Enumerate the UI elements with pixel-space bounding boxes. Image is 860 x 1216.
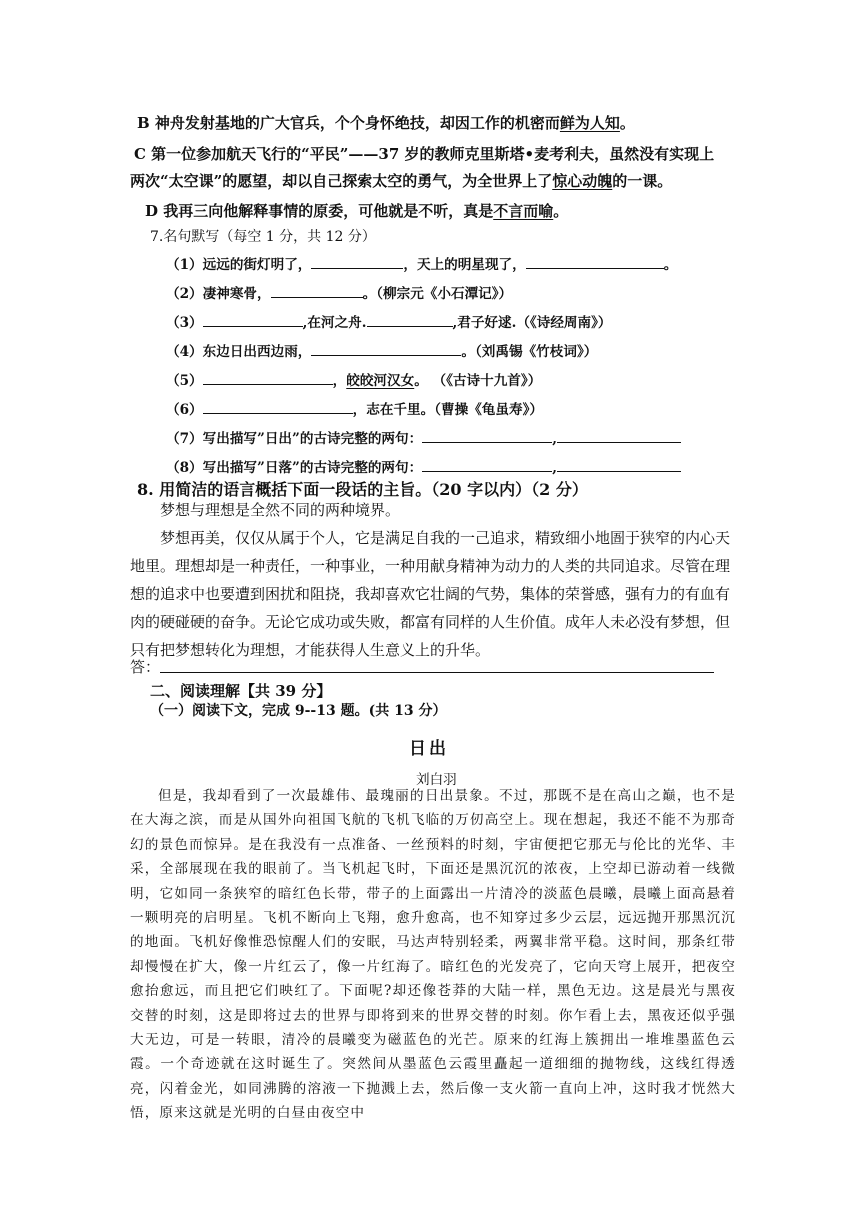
q7-3-text-b: ,在河之舟. xyxy=(302,315,367,331)
option-c-idiom: 惊心动魄 xyxy=(552,172,613,190)
section-2-subtitle: （一）阅读下文，完成 9--13 题。(共 13 分） xyxy=(150,703,447,719)
answer-blank[interactable] xyxy=(203,399,353,414)
q7-7-text-b: , xyxy=(552,431,557,447)
q7-item-2 xyxy=(166,282,512,302)
q7-5-text-b: ， xyxy=(332,373,347,389)
option-c-line2 xyxy=(130,170,672,191)
q7-3-text-c: ,君子好逑.（《诗经周南》） xyxy=(452,315,612,331)
q7-5-underlined: 皎皎河汉女 xyxy=(346,373,415,389)
option-d-idiom: 不言而喻 xyxy=(493,202,554,220)
q7-8-text-a: （8）写出描写”日落”的古诗完整的两句： xyxy=(166,460,423,476)
q7-4-text-b: 。（刘禹锡《竹枝词》） xyxy=(461,344,598,360)
option-d-end: 。 xyxy=(553,202,569,220)
q7-6-text-b: ，志在千里。（曹操《龟虽寿》） xyxy=(352,402,543,418)
option-d xyxy=(145,200,568,221)
q7-2-text-b: 。（柳宗元《小石潭记》） xyxy=(362,286,513,302)
option-c-end: 的一课。 xyxy=(612,172,673,190)
answer-blank[interactable] xyxy=(526,254,664,269)
q7-5-text-a: （5） xyxy=(166,373,203,389)
option-b-end: 。 xyxy=(619,114,635,132)
answer-blank[interactable] xyxy=(271,283,363,298)
option-b-idiom: 鲜为人知 xyxy=(559,114,620,132)
q7-5-text-c: 。 （《古诗十九首》） xyxy=(414,373,542,389)
q7-6-text-a: （6） xyxy=(166,402,203,418)
answer-blank[interactable] xyxy=(203,370,333,385)
answer-blank[interactable] xyxy=(311,341,461,356)
q7-8-text-b: , xyxy=(552,460,557,476)
answer-blank[interactable] xyxy=(557,428,681,443)
answer-blank[interactable] xyxy=(203,312,303,327)
q7-item-7 xyxy=(166,427,681,447)
option-b xyxy=(137,112,635,133)
q7-item-4 xyxy=(166,340,597,360)
option-d-text: D 我再三向他解释事情的原委，可他就是不听，真是 xyxy=(145,202,494,220)
q8-paragraph-2: 梦想再美，仅仅从属于个人，它是满足自我的一己追求，精致细小地圄于狭窄的内心天地里。理想却是一种责任，一种事业，一种用献身精神为动力的人类的共同追求。尽管在理想的追求中也要遭到困扰和阻挠，我却喜欢它壮阔的气势，集体的荣誉感，强有力的有血有肉的硬碰硬的奋争。无论它成功或失败，都富有同样的人生价值。成年人未必没有梦想，但只有把梦想转化为理想，才能获得人生意义上的升华。 xyxy=(130,529,731,659)
q8-title: 8. 用简洁的语言概括下面一段话的主旨。（20 字以内）（2 分） xyxy=(137,480,588,499)
q7-item-8 xyxy=(166,456,681,476)
option-c-line1: C 第一位参加航天飞行的“平民”——37 岁的教师克里斯塔•麦考利夫，虽然没有实现上 xyxy=(134,145,715,163)
essay-title: 日出 xyxy=(409,739,449,759)
q7-3-text-a: （3） xyxy=(166,315,203,331)
section-2-title: 二、阅读理解【共 39 分】 xyxy=(150,682,332,700)
essay-author: 刘白羽 xyxy=(416,772,457,788)
q7-item-3 xyxy=(166,311,612,331)
q7-1-text-c: 。 xyxy=(663,257,678,273)
option-b-text: B 神舟发射基地的广大官兵，个个身怀绝技，却因工作的机密而 xyxy=(137,114,560,132)
q7-2-text-a: （2）凄神寒骨， xyxy=(166,286,271,302)
q8-paragraph-1: 梦想与理想是全然不同的两种境界。 xyxy=(160,501,401,519)
q7-7-text-a: （7）写出描写”日出”的古诗完整的两句： xyxy=(166,431,423,447)
answer-blank[interactable] xyxy=(557,457,681,472)
q8-answer-line[interactable] xyxy=(160,672,714,673)
q7-item-1 xyxy=(166,253,677,273)
q7-1-text-a: （1）远远的街灯明了， xyxy=(166,257,312,273)
answer-blank[interactable] xyxy=(422,428,552,443)
q8-answer-label: 答： xyxy=(130,658,161,676)
answer-blank[interactable] xyxy=(311,254,403,269)
option-c-text: 两次“太空课”的愿望，却以自己探索太空的勇气，为全世界上了 xyxy=(130,172,553,190)
q7-4-text-a: （4）东边日出西边雨， xyxy=(166,344,312,360)
q7-1-text-b: ，天上的明星现了， xyxy=(403,257,526,273)
essay-body: 但是，我却看到了一次最雄伟、最瑰丽的日出景象。不过，那既不是在高山之巅，也不是在大海之滨，而是从国外向祖国飞航的飞机飞临的万仞高空上。现在想起，我还不能不为那奇幻的景色而惊异。是在我没有一点准备、一丝预料的时刻，宇宙便把它那无与伦比的光华、丰采，全部展现在我的眼前了。当飞机起飞时，下面还是黑沉沉的浓夜，上空却已游动着一线微明，它如同一条狭窄的暗红色长带，带子的上面露出一片清冷的淡蓝色晨曦，晨曦上面高悬着一颗明亮的启明星。飞机不断向上飞翔，愈升愈高，也不知穿过多少云层，远远抛开那黑沉沉的地面。飞机好像惟恐惊醒人们的安眠，马达声特别轻柔，两翼非常平稳。这时间，那条红带却慢慢在扩大，像一片红云了，像一片红海了。暗红色的光发亮了，它向天穹上展开，把夜空愈抬愈远，而且把它们映红了。下面呢?却还像苍莽的大陆一样，黑色无边。这是晨光与黑夜交替的时刻，这是即将过去的世界与即将到来的世界交替的时刻。你乍看上去，黑夜还似乎强大无边，可是一转眼，清冷的晨曦变为磁蓝色的光芒。原来的红海上簇拥出一堆堆墨蓝色云霞。一个奇迹就在这时诞生了。突然间从墨蓝色云霞里矗起一道细细的抛物线，这线红得透亮，闪着金光，如同沸腾的溶液一下抛溅上去，然后像一支火箭一直向上冲，这时我才恍然大悟，原来这就是光明的白昼由夜空中 xyxy=(130,788,736,1122)
q7-item-6 xyxy=(166,398,543,418)
q7-title: 7.名句默写（每空 1 分，共 12 分） xyxy=(150,229,376,245)
answer-blank[interactable] xyxy=(367,312,453,327)
answer-blank[interactable] xyxy=(422,457,552,472)
q7-item-5 xyxy=(166,369,541,389)
